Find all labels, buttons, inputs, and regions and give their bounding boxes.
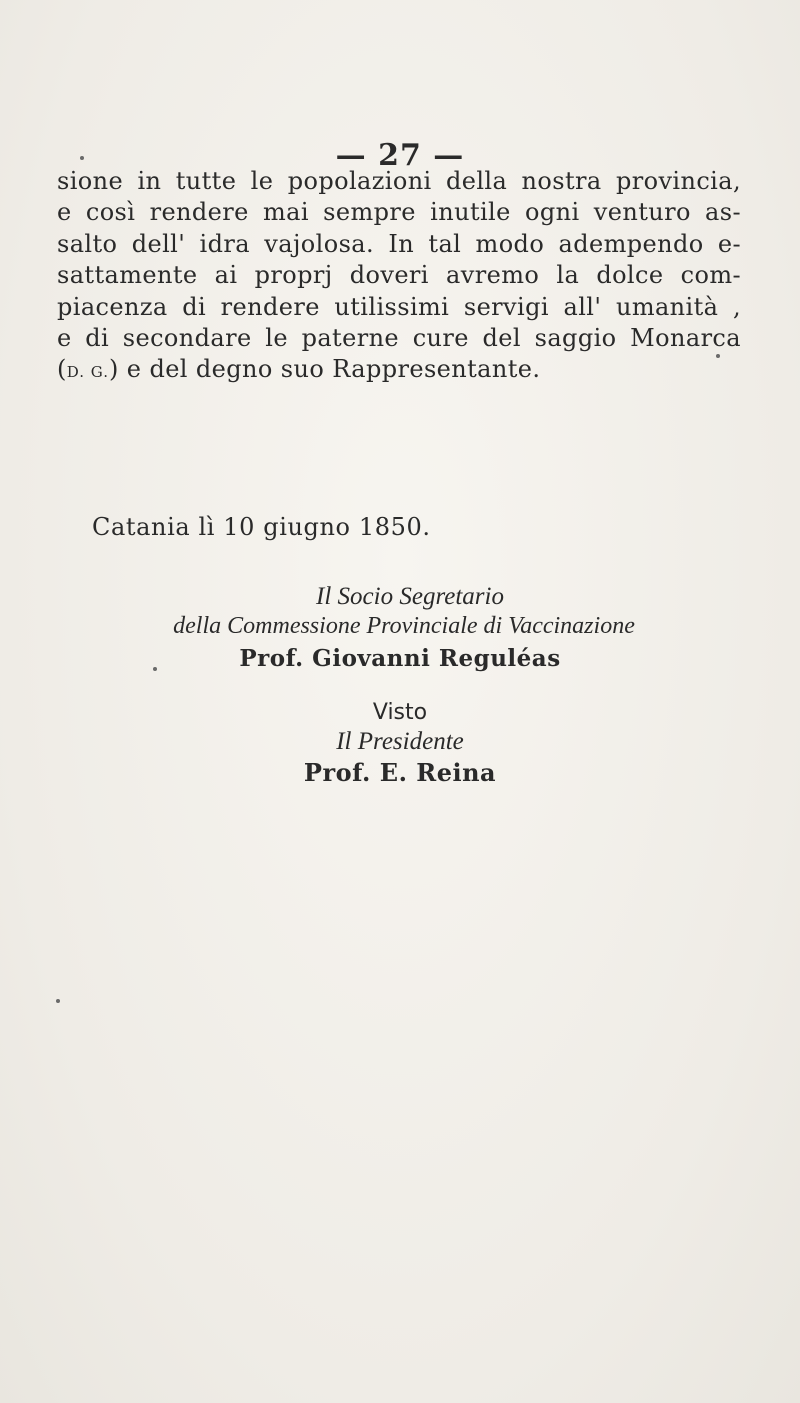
body-line: e di secondare le paterne cure del saggio Monarca (57, 324, 741, 353)
body-line-last (57, 354, 741, 388)
ink-speck (153, 667, 157, 671)
page-number: — 27 — (335, 138, 465, 173)
ink-speck (80, 156, 84, 160)
secretary-commission: della Commessione Provinciale di Vaccinazione (173, 613, 635, 639)
abbreviation-dg: D. G. (66, 363, 110, 382)
ink-speck (56, 999, 60, 1003)
paren-open: ( (57, 355, 67, 384)
secretary-title: Il Socio Segretario (316, 583, 504, 610)
body-line: salto dell' idra vajolosa. In tal modo adempendo e- (57, 229, 741, 258)
visto-label: Visto (372, 700, 428, 725)
last-line-rest: ) e del degno suo Rappresentante. (109, 355, 541, 384)
ink-speck (716, 354, 720, 358)
body-line: sattamente ai proprj doveri avremo la dolce com- (57, 261, 741, 290)
place-date: Catania lì 10 giugno 1850. (92, 513, 431, 541)
secretary-name: Prof. Giovanni Reguléas (239, 645, 561, 672)
president-name: Prof. E. Reina (303, 758, 497, 787)
body-line: piacenza di rendere utilissimi servigi all' umanità , (57, 292, 741, 321)
president-title: Il Presidente (336, 728, 464, 755)
body-line: sione in tutte le popolazioni della nostra provincia, (57, 167, 741, 195)
body-line: e così rendere mai sempre inutile ogni venturo as- (57, 198, 741, 227)
body-paragraph (57, 166, 741, 389)
